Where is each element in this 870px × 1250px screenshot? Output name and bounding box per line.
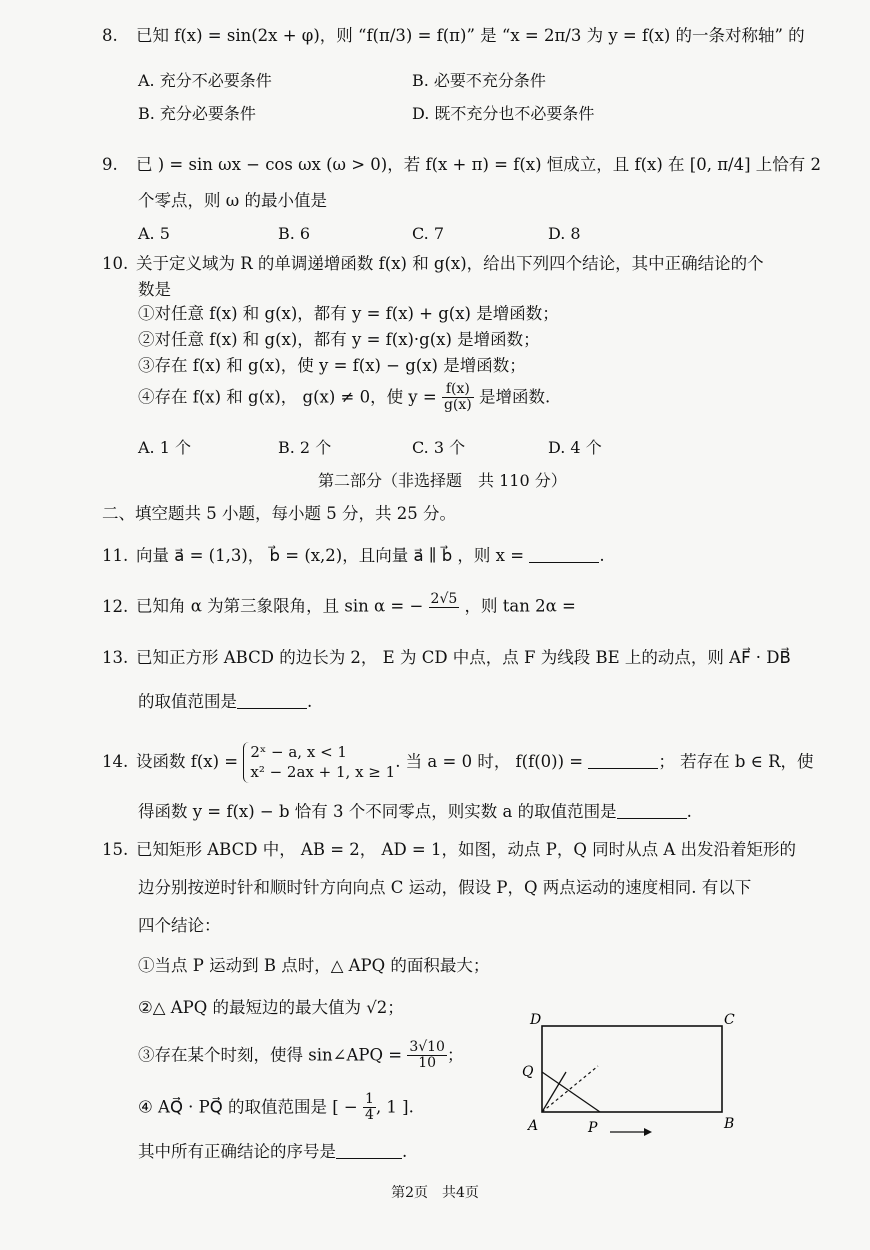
q12-prefix: 已知角 α 为第三象限角，且 sin α = −: [136, 596, 424, 616]
q9-option-b: B. 6: [278, 224, 311, 243]
q9-option-c: C. 7: [412, 224, 445, 243]
q10-statement-4: [138, 382, 550, 414]
q9-stem-line2: 个零点，则 ω 的最小值是: [138, 191, 327, 210]
q13-end: .: [307, 692, 313, 711]
q14-mid2: ； 若存在 b ∈ R，使: [658, 751, 814, 771]
q9-stem-line1: [102, 153, 821, 177]
q10-statement-1: ①对任意 f(x) 和 g(x)，都有 y = f(x) + g(x) 是增函数；: [138, 304, 559, 323]
q10-s4-prefix: ④存在 f(x) 和 g(x)， g(x) ≠ 0，使 y =: [138, 387, 437, 407]
q10-statement-3: ③存在 f(x) 和 g(x)，使 y = f(x) − g(x) 是增函数；: [138, 356, 526, 375]
q11-answer-blank[interactable]: [529, 546, 599, 564]
q15-s4-prefix: ④ AQ⃗ · PQ⃗ 的取值范围是 [ −: [138, 1097, 358, 1117]
section2-title: 第二部分（非选择题 共 110 分）: [318, 471, 567, 490]
q10-statement-2: ②对任意 f(x) 和 g(x)，都有 y = f(x)·g(x) 是增函数；: [138, 330, 540, 349]
q13-line1: [102, 646, 791, 670]
q13-number: 13.: [102, 648, 129, 667]
q15-s4-numerator: 1: [365, 1091, 374, 1107]
q15-answer-blank[interactable]: [336, 1142, 402, 1160]
q8-option-b: B. 必要不充分条件: [412, 71, 546, 90]
q12-numerator: 2√5: [430, 591, 458, 607]
q15-s3-denominator: 10: [418, 1055, 437, 1072]
q10-number: 10.: [102, 254, 129, 273]
q8-stem-line: [102, 24, 805, 48]
q10-option-a: A. 1 个: [138, 438, 191, 457]
q14-end: .: [686, 802, 692, 821]
q14-number: 14.: [102, 751, 129, 771]
q9-option-d: D. 8: [548, 224, 581, 243]
q13-text-1: 已知正方形 ABCD 的边长为 2， E 为 CD 中点，点 F 为线段 BE 上的动点，则 AF⃗ · DB⃗: [136, 648, 791, 667]
q15-s4-fraction: [363, 1092, 376, 1124]
q12-suffix: ，则 tan 2α =: [464, 596, 576, 616]
q14-case-1: 2ˣ − a, x < 1: [250, 743, 347, 761]
q13-line2: [138, 690, 312, 714]
q9-number: 9.: [102, 155, 118, 174]
label-d: D: [530, 1012, 542, 1028]
q15-last-text: 其中所有正确结论的序号是: [138, 1142, 336, 1161]
q15-line3: 四个结论：: [138, 916, 221, 935]
q15-last-line: [138, 1140, 407, 1164]
q10-s4-denominator: g(x): [443, 397, 472, 414]
q9-option-a: A. 5: [138, 224, 170, 243]
q15-line2: 边分别按逆时针和顺时针方向向点 C 运动，假设 P，Q 两点运动的速度相同. 有以下: [138, 878, 752, 897]
q14-line2: [138, 800, 692, 824]
q10-stem-line1: [102, 252, 764, 276]
rectangle-abcd: [542, 1026, 722, 1112]
q11-number: 11.: [102, 546, 129, 565]
q10-option-d: D. 4 个: [548, 438, 602, 457]
q14-text-2: 得函数 y = f(x) − b 恰有 3 个不同零点，则实数 a 的取值范围是: [138, 802, 617, 821]
q14-line1: [102, 742, 814, 783]
q8-stem: 已知 f(x) = sin(2x + φ)，则 “f(π/3) = f(π)” 是 “x = 2π/3 为 y = f(x) 的一条对称轴” 的: [136, 26, 805, 45]
q15-line1: [102, 838, 796, 862]
q15-end: .: [402, 1142, 408, 1161]
label-q: Q: [522, 1064, 534, 1080]
label-c: C: [724, 1012, 735, 1028]
segment-pq: [542, 1072, 600, 1112]
motion-arrow-head: [644, 1128, 652, 1136]
q14-mid: . 当 a = 0 时， f(f(0)) =: [395, 751, 584, 771]
q15-s4-suffix: , 1 ].: [375, 1097, 414, 1117]
page-footer: 第2页 共4页: [391, 1185, 479, 1201]
q12-denominator: [429, 608, 460, 622]
q12-fraction: [429, 592, 460, 622]
q10-stem-line2: 数是: [138, 280, 171, 299]
q10-s4-numerator: f(x): [442, 382, 474, 398]
label-b: B: [724, 1116, 735, 1132]
q13-answer-blank[interactable]: [237, 692, 307, 710]
q10-s4-suffix: 是增函数.: [478, 387, 551, 407]
q15-rectangle-figure: [518, 1008, 748, 1138]
q10-option-b: B. 2 个: [278, 438, 332, 457]
q15-text-1: 已知矩形 ABCD 中， AB = 2， AD = 1，如图，动点 P，Q 同时从点 A 出发沿着矩形的: [136, 840, 797, 859]
q15-s3-suffix: ；: [446, 1045, 464, 1065]
q15-statement-2: ②△ APQ 的最短边的最大值为 √2；: [138, 998, 404, 1017]
q11-text: 向量 a⃗ = (1,3)， b⃗ = (x,2)，且向量 a⃗ ∥ b⃗ ，则 x =: [136, 546, 525, 565]
label-p: P: [588, 1120, 598, 1136]
q15-s3-prefix: ③存在某个时刻，使得 sin∠APQ =: [138, 1045, 403, 1065]
q8-option-d: D. 既不充分也不必要条件: [412, 104, 595, 123]
q13-text-2: 的取值范围是: [138, 692, 237, 711]
q9-stem-1: 已 ) = sin ωx − cos ωx (ω > 0)，若 f(x + π) = f(x) 恒成立，且 f(x) 在 [0, π/4] 上恰有 2: [136, 155, 822, 174]
label-a: A: [528, 1118, 539, 1134]
q15-statement-3: [138, 1040, 463, 1072]
q15-s4-denominator: 4: [365, 1107, 374, 1124]
section2-intro: 二、填空题共 5 小题，每小题 5 分，共 25 分。: [102, 504, 456, 523]
q10-stem-1: 关于定义域为 R 的单调递增函数 f(x) 和 g(x)，给出下列四个结论，其中正确结论的个: [136, 254, 764, 273]
q14-case-2: x² − 2ax + 1, x ≥ 1: [250, 763, 396, 782]
q10-option-c: C. 3 个: [412, 438, 466, 457]
q15-s3-numerator: 3√10: [409, 1039, 445, 1055]
q14-prefix: 设函数 f(x) =: [136, 751, 239, 771]
q14-answer-blank-2[interactable]: [617, 802, 687, 820]
q8-option-c: B. 充分必要条件: [138, 104, 256, 123]
q15-statement-1: ①当点 P 运动到 B 点时，△ APQ 的面积最大；: [138, 956, 490, 975]
q15-statement-4: [138, 1092, 414, 1124]
q14-piecewise: [243, 742, 395, 783]
segment-ap: [542, 1072, 566, 1112]
q8-number: 8.: [102, 26, 118, 45]
q15-number: 15.: [102, 840, 129, 859]
q14-answer-blank-1[interactable]: [588, 751, 658, 769]
q8-option-a: A. 充分不必要条件: [138, 71, 272, 90]
q12-line: [102, 592, 576, 622]
q15-s3-fraction: [407, 1040, 447, 1072]
q10-s4-fraction: [442, 382, 474, 414]
q11-line: [102, 544, 605, 568]
q12-number: 12.: [102, 596, 129, 616]
q11-end: .: [599, 546, 605, 565]
